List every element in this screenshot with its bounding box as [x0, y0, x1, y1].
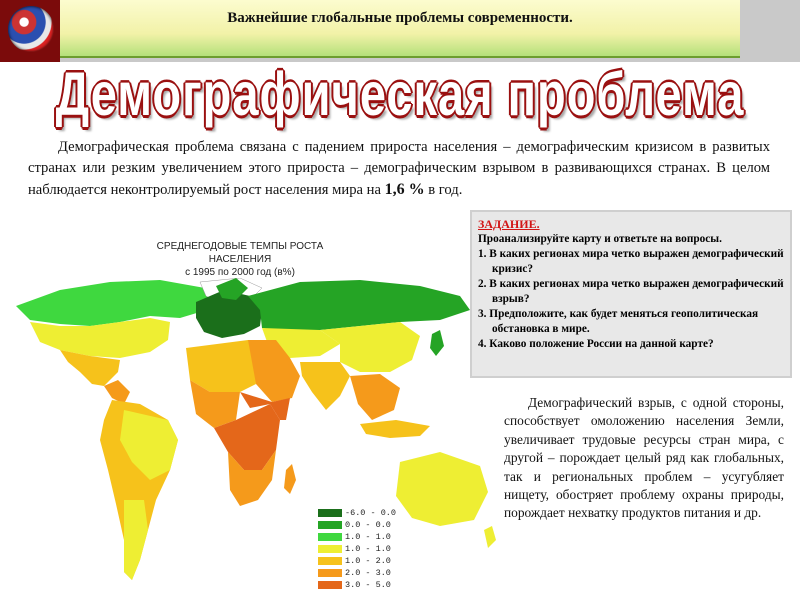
- legend-swatch: [318, 533, 342, 541]
- explanation-paragraph: Демографический взрыв, с одной стороны, способствует омоложению населения Земли, увеличивает трудовые ресурсы стран мира, с другой – порождает целый ряд как глобальных, так и региональных проблем – усугубляет нищету, обостряет проблему охраны природы, порождает нехватку продуктов питания и др.: [504, 395, 784, 521]
- slide-title: Важнейшие глобальные проблемы современности.: [227, 10, 573, 26]
- headline: Демографическая проблема: [55, 59, 745, 129]
- legend-label: 0.0 - 0.0: [345, 520, 391, 530]
- map-legend: [318, 508, 396, 592]
- legend-swatch: [318, 581, 342, 589]
- task-heading: ЗАДАНИЕ.: [478, 217, 540, 231]
- legend-item: [318, 520, 396, 530]
- legend-item: [318, 532, 396, 542]
- legend-swatch: [318, 521, 342, 529]
- intro-paragraph: [28, 137, 770, 201]
- central-america-region: [104, 380, 130, 404]
- legend-item: [318, 508, 396, 518]
- intro-highlight: 1,6 %: [384, 181, 425, 198]
- russia-region: [248, 280, 470, 332]
- map-title-line2: НАСЕЛЕНИЯ: [208, 254, 272, 265]
- legend-label: 1.0 - 1.0: [345, 544, 391, 554]
- legend-item: [318, 580, 396, 590]
- task-box: [470, 210, 792, 378]
- intro-tail: в год.: [428, 182, 463, 198]
- legend-label: 3.0 - 5.0: [345, 580, 391, 590]
- world-population-growth-map: [0, 278, 500, 600]
- legend-label: 1.0 - 2.0: [345, 556, 391, 566]
- legend-item: [318, 568, 396, 578]
- india-region: [300, 362, 350, 410]
- task-question: 3. Предположите, как будет меняться геополитическая обстановка в мире.: [478, 308, 759, 335]
- legend-swatch: [318, 557, 342, 565]
- madagascar-region: [284, 464, 296, 494]
- task-instruction: Проанализируйте карту и ответьте на вопросы.: [478, 233, 722, 245]
- task-question: 1. В каких регионах мира четко выражен демографический кризис?: [478, 248, 784, 275]
- southeast-asia-region: [350, 374, 400, 420]
- intro-text: Демографическая проблема связана с падением прироста населения – демографическим кризисом в развитых странах или резким увеличением этого прироста – демографическим взрывом в развивающихся странах. В целом наблюдается неконтролируемый рост населения мира на: [28, 139, 770, 198]
- task-question: 2. В каких регионах мира четко выражен демографический взрыв?: [478, 278, 784, 305]
- japan-region: [430, 330, 444, 356]
- map-title-line1: СРЕДНЕГОДОВЫЕ ТЕМПЫ РОСТА: [156, 241, 324, 252]
- legend-label: -6.0 - 0.0: [345, 508, 397, 518]
- map-title-line3: с 1995 по 2000 год (в%): [185, 267, 295, 278]
- canada-region: [16, 280, 212, 326]
- legend-item: [318, 556, 396, 566]
- title-banner: [60, 0, 740, 58]
- legend-label: 1.0 - 1.0: [345, 532, 391, 542]
- argentina-region: [124, 500, 148, 580]
- legend-swatch: [318, 509, 342, 517]
- map-title: [120, 240, 360, 279]
- legend-swatch: [318, 545, 342, 553]
- task-question: 4. Каково положение России на данной карте?: [478, 338, 714, 350]
- indonesia-region: [360, 420, 430, 438]
- legend-item: [318, 544, 396, 554]
- australia-region: [396, 452, 488, 526]
- globe-flags-icon: [8, 6, 54, 52]
- legend-label: 2.0 - 3.0: [345, 568, 391, 578]
- new-zealand-region: [484, 526, 496, 548]
- legend-swatch: [318, 569, 342, 577]
